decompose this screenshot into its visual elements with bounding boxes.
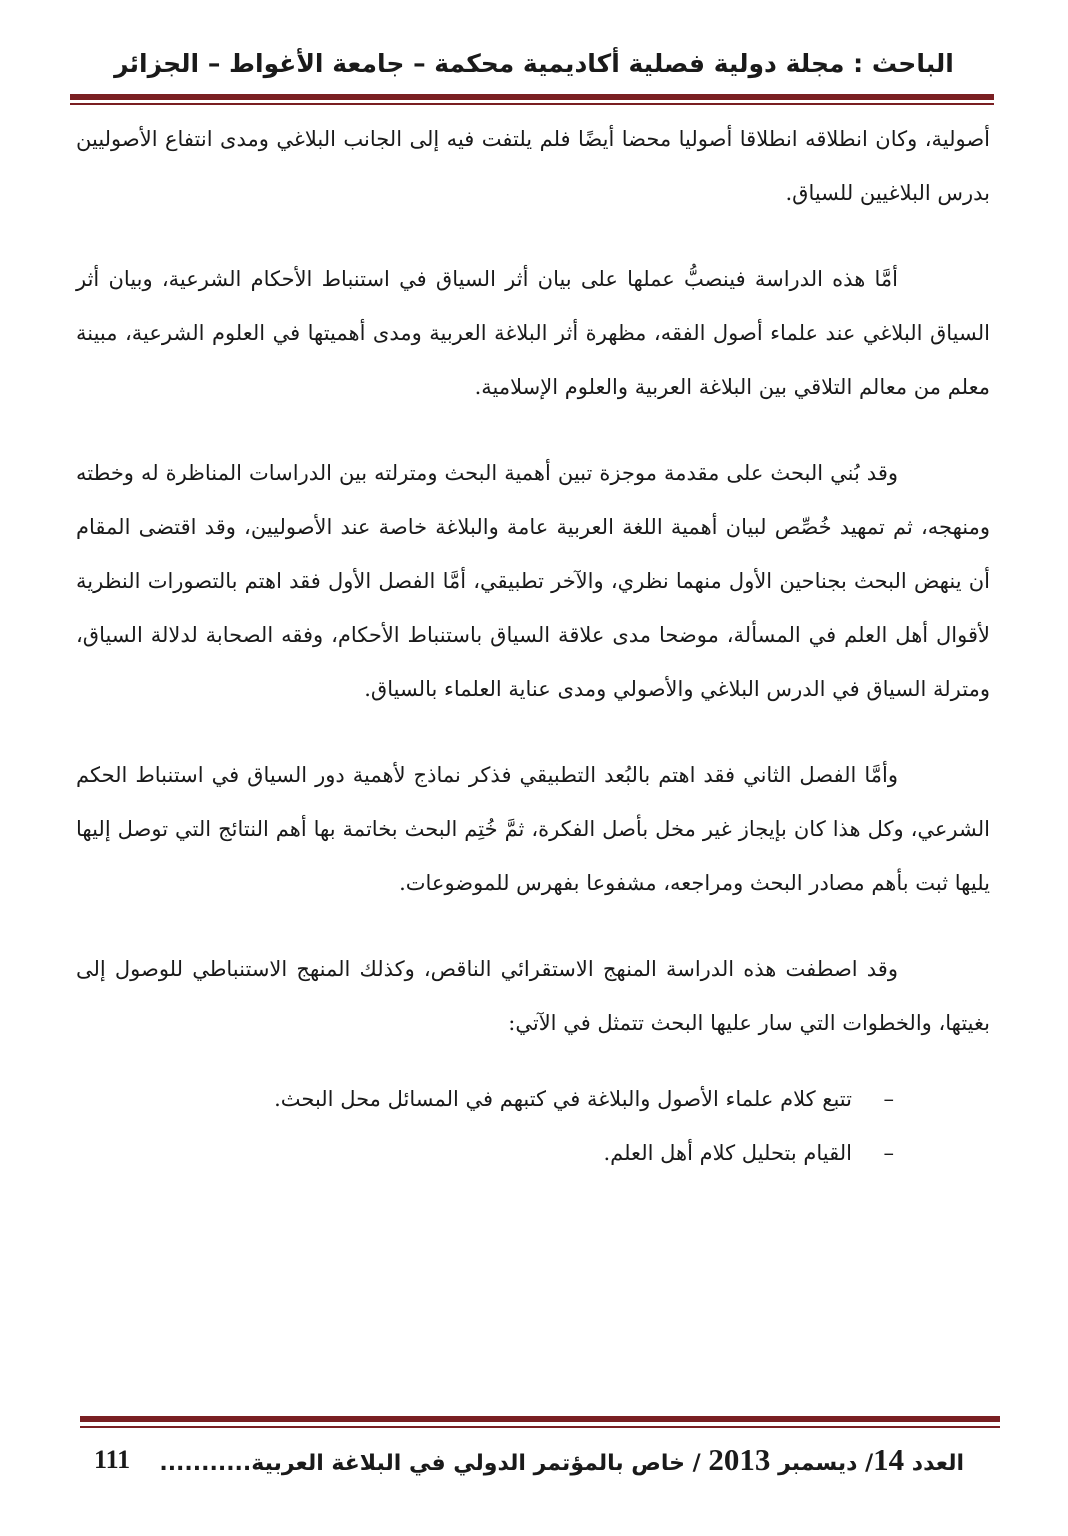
paragraph-gap xyxy=(76,1050,990,1072)
footer-year: 2013 xyxy=(708,1442,771,1477)
header-rule-thick xyxy=(70,94,994,100)
footer-month: / ديسمبر xyxy=(778,1451,874,1476)
page-number: 111 xyxy=(94,1445,131,1474)
paragraph-1: أصولية، وكان انطلاقه انطلاقا أصوليا محضا أيضًا فلم يلتفت فيه إلى الجانب البلاغي ومدى انتفاع الأصوليين بدرس البلاغيين للسياق. xyxy=(76,127,990,205)
paragraph-gap xyxy=(76,910,990,942)
footer-rule-thin xyxy=(80,1426,1000,1428)
footer-issue-number: 14 xyxy=(873,1442,905,1477)
list-item-text: تتبع كلام علماء الأصول والبلاغة في كتبهم في المسائل محل البحث. xyxy=(274,1087,852,1111)
footer-description: / خاص بالمؤتمر الدولي في البلاغة العربية........... xyxy=(159,1451,701,1476)
footer-rule-thick xyxy=(80,1416,1000,1422)
list-item xyxy=(76,1072,990,1126)
paragraph-gap xyxy=(76,716,990,748)
paragraph-4: وأمَّا الفصل الثاني فقد اهتم بالبُعد التطبيقي فذكر نماذج لأهمية دور السياق في استنباط الحكم الشرعي، وكل هذا كان بإيجاز غير مخل بأصل الفكرة، ثمَّ خُتِم البحث بخاتمة بها أهم النتائج التي توصل إليها يليها ثبت بأهم مصادر البحث ومراجعه، مشفوعا بفهرس للموضوعات. xyxy=(76,763,990,895)
header-rule-thin xyxy=(70,103,994,105)
list-dash: – xyxy=(883,1087,894,1111)
list-item xyxy=(76,1126,990,1180)
list-item-text: القيام بتحليل كلام أهل العلم. xyxy=(603,1141,852,1165)
steps-list xyxy=(76,1072,990,1180)
page-footer xyxy=(80,1436,964,1484)
paragraph-3: وقد بُني البحث على مقدمة موجزة تبين أهمية البحث ومترلته بين الدراسات المناظرة له وخطته ومنهجه، ثم تمهيد خُصِّص لبيان أهمية اللغة العربية عامة والبلاغة خاصة عند الأصوليين، وقد اقتضى المقام أن ينهض البحث بجناحين الأول منهما نظري، والآخر تطبيقي، أمَّا الفصل الأول فقد اهتم بالتصورات النظرية لأقوال أهل العلم في المسألة، موضحا مدى علاقة السياق باستنباط الأحكام، وفقه الصحابة لدلالة السياق، ومترلة السياق في الدرس البلاغي والأصولي ومدى عناية العلماء بالسياق. xyxy=(76,461,990,701)
journal-title: الباحث : مجلة دولية فصلية أكاديمية محكمة – جامعة الأغواط – الجزائر xyxy=(114,49,954,78)
journal-header xyxy=(70,38,998,90)
body-content xyxy=(76,112,990,1180)
list-dash: – xyxy=(883,1141,894,1165)
footer-issue-info xyxy=(159,1436,964,1488)
paragraph-5: وقد اصطفت هذه الدراسة المنهج الاستقرائي الناقص، وكذلك المنهج الاستنباطي للوصول إلى بغيتها، والخطوات التي سار عليها البحث تتمثل في الآتي: xyxy=(76,957,990,1035)
paragraph-gap xyxy=(76,414,990,446)
footer-issue-label: العدد xyxy=(911,1451,964,1476)
paragraph-2: أمَّا هذه الدراسة فينصبُّ عملها على بيان أثر السياق في استنباط الأحكام الشرعية، وبيان أثر السياق البلاغي عند علماء أصول الفقه، مظهرة أثر البلاغة العربية ومدى أهميتها في العلوم الشرعية، مبينة معلم من معالم التلاقي بين البلاغة العربية والعلوم الإسلامية. xyxy=(76,267,990,399)
paragraph-gap xyxy=(76,220,990,252)
